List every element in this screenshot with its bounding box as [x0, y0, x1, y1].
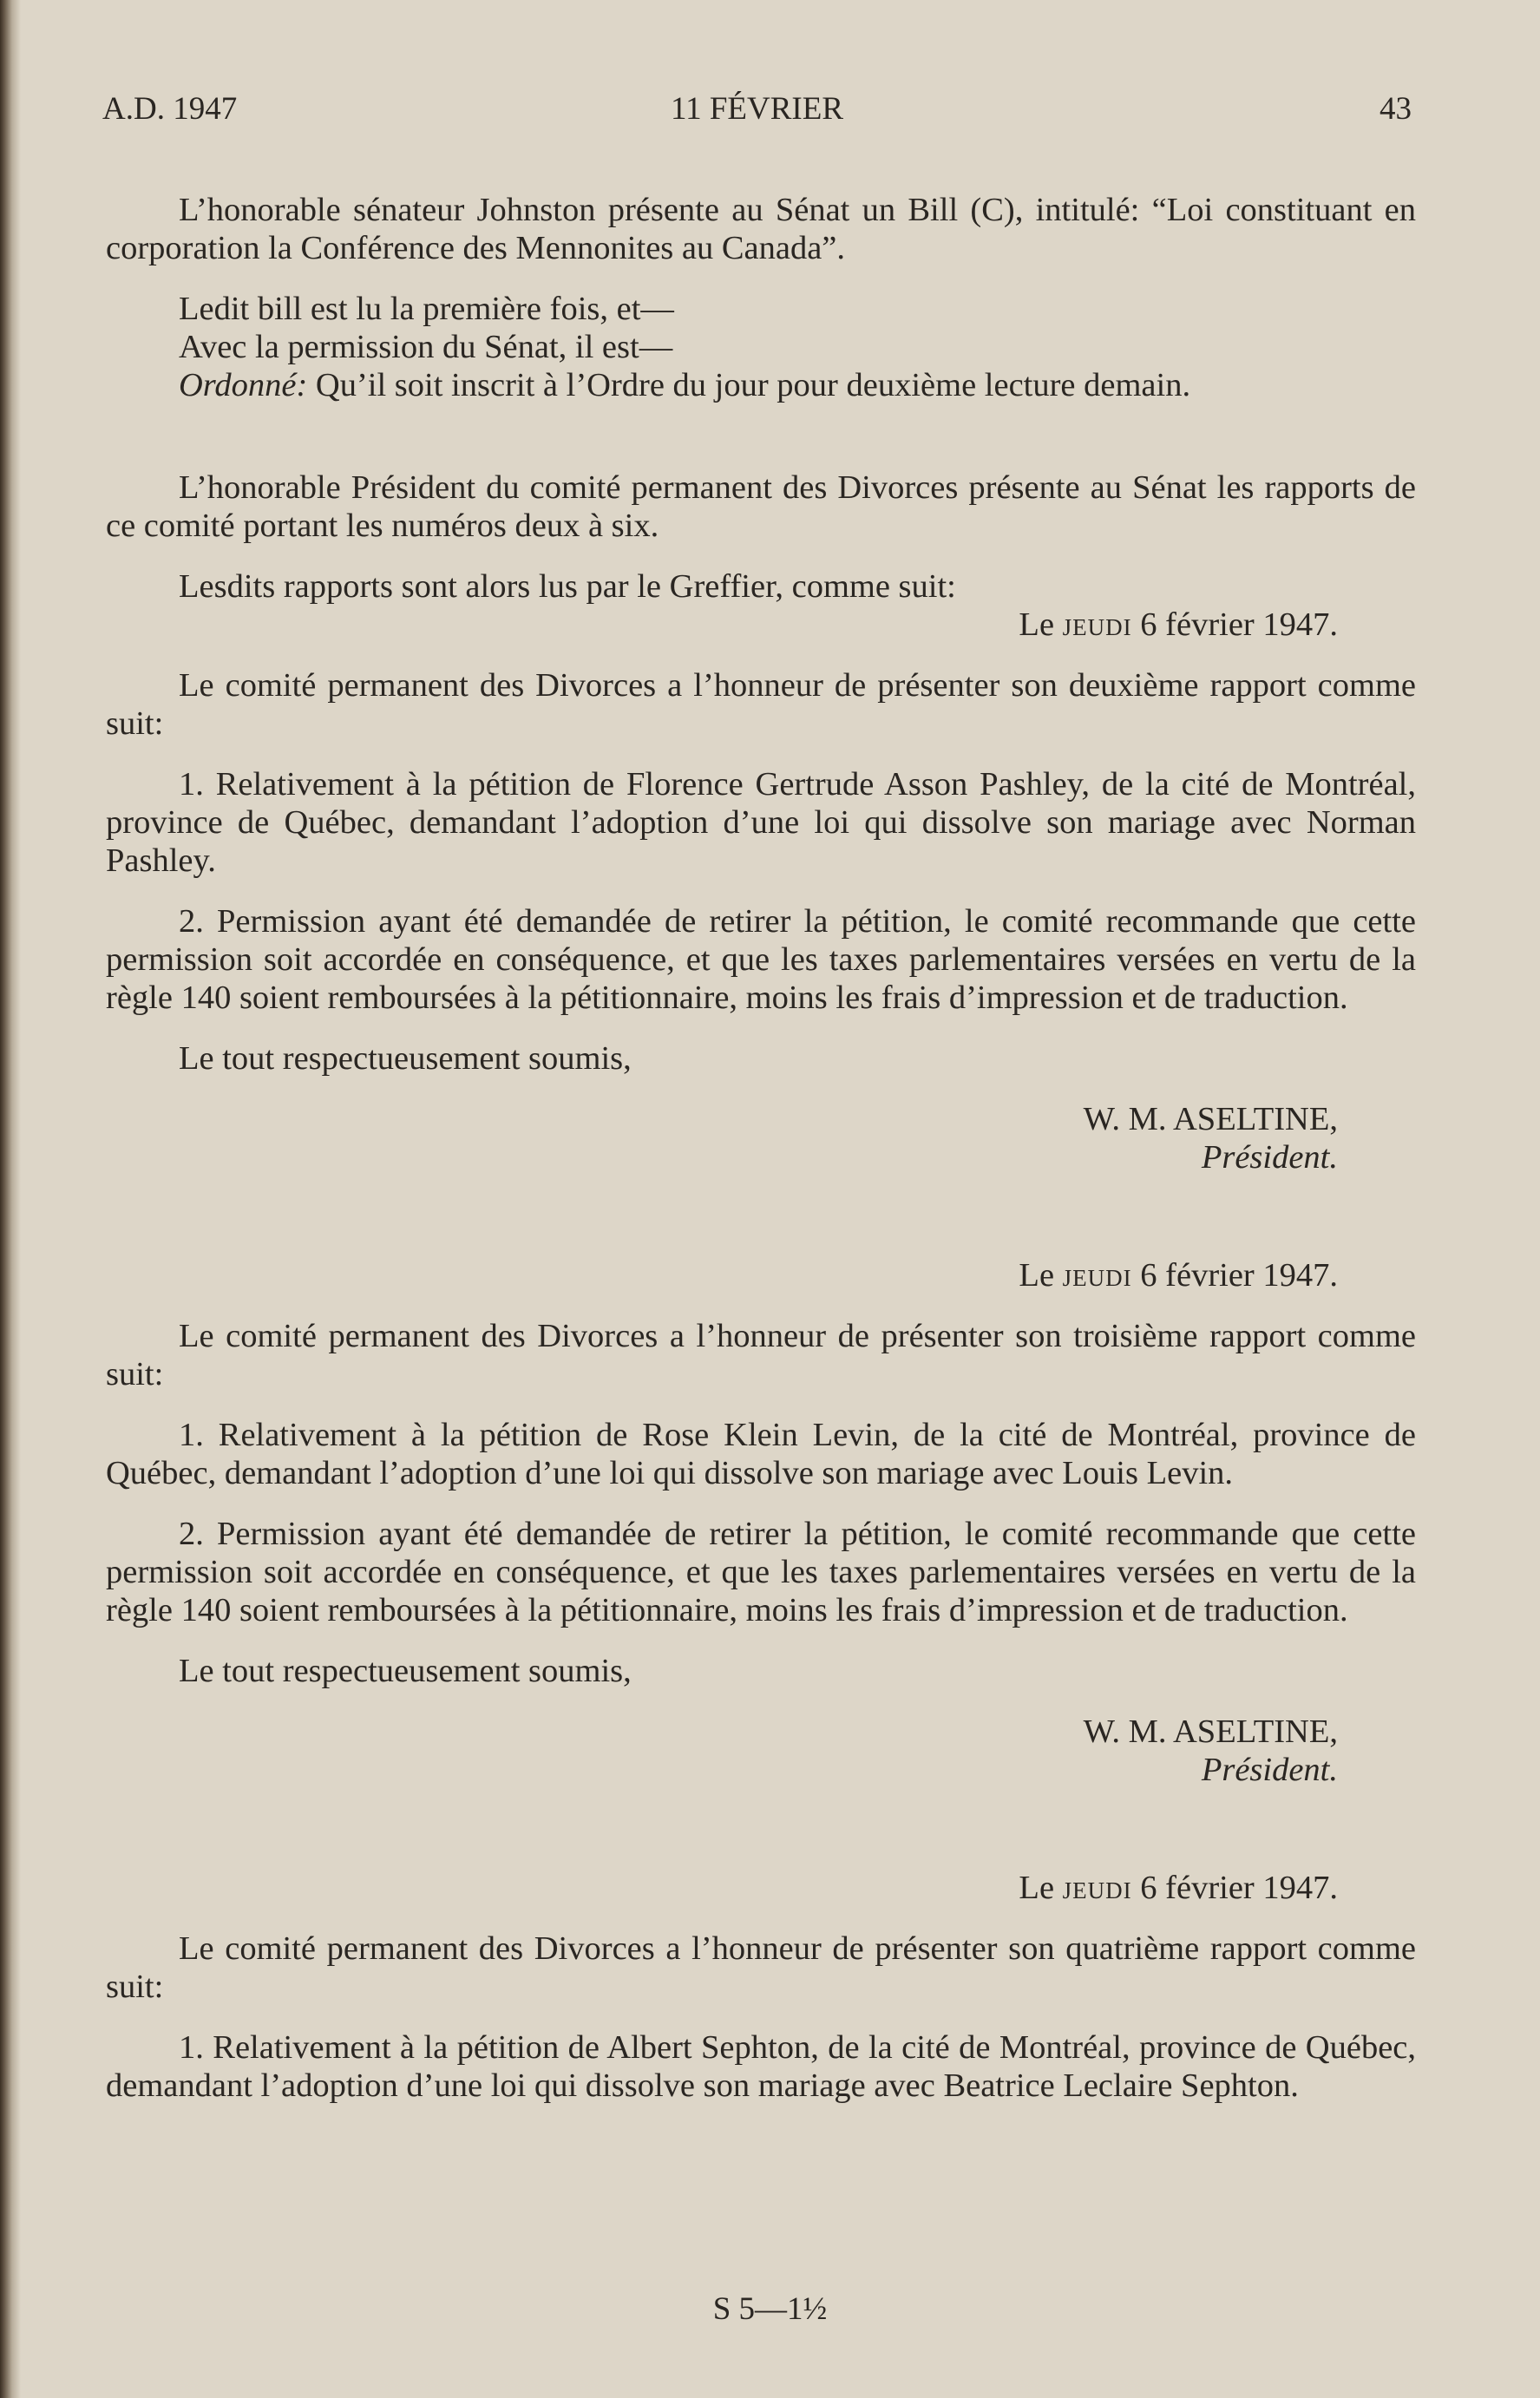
page-number: 43 [1379, 91, 1412, 127]
report-item-1: 1. Relativement à la pétition de Florence Gertrude Asson Pashley, de la cité de Montréal, province de Québec, demandant l’adoption d’une loi qui dissolve son mariage avec Norman Pashley. [106, 766, 1416, 879]
date-prefix: Le [1019, 606, 1063, 643]
report-item-2: 2. Permission ayant été demandée de retirer la pétition, le comité recommande que cette permission soit accordée en conséquence, et que les taxes parlementaires versées en vertu de la règle 140 soient remboursées à la pétitionnaire, moins les frais d’impression et de traduction. [106, 1516, 1416, 1628]
report-section [106, 1869, 1416, 2105]
date-day: jeudi [1062, 606, 1132, 643]
printer-signature-mark: S 5—1½ [712, 2291, 828, 2327]
date-prefix: Le [1019, 1257, 1063, 1294]
date-day: jeudi [1062, 1257, 1132, 1294]
report-item-2: 2. Permission ayant été demandée de retirer la pétition, le comité recommande que cette permission soit accordée en conséquence, et que les taxes parlementaires versées en vertu de la règle 140 soient remboursées à la pétitionnaire, moins les frais d’impression et de traduction. [106, 903, 1416, 1016]
report-intro: Le comité permanent des Divorces a l’honneur de présenter son troisième rapport comme suit: [106, 1318, 1416, 1392]
date-rest: 6 février 1947. [1131, 1257, 1338, 1294]
report-date [106, 1869, 1416, 1907]
bill-presentation-paragraph: L’honorable sénateur Johnston présente au Sénat un Bill (C), intitulé: “Loi constituant en corporation la Conférence des Mennonites au Canada”. [106, 192, 1416, 266]
report-date [106, 606, 1416, 644]
report-signatory-title: Président. [1201, 1752, 1338, 1788]
order-line [106, 366, 1416, 404]
report-closing: Le tout respectueusement soumis, [179, 1040, 632, 1077]
report-intro: Le comité permanent des Divorces a l’honneur de présenter son deuxième rapport comme suit: [106, 667, 1416, 742]
report-closing: Le tout respectueusement soumis, [179, 1653, 632, 1689]
divorce-committee-paragraph: L’honorable Président du comité permanent des Divorces présente au Sénat les rapports de ce comité portant les numéros deux à six. [106, 469, 1416, 544]
permission-line: Avec la permission du Sénat, il est— [179, 329, 673, 365]
date-prefix: Le [1019, 1870, 1063, 1906]
report-intro: Le comité permanent des Divorces a l’honneur de présenter son quatrième rapport comme suit: [106, 1930, 1416, 2005]
header-year: A.D. 1947 [102, 91, 238, 127]
report-item-1: 1. Relativement à la pétition de Albert Sephton, de la cité de Montréal, province de Québec, demandant l’adoption d’une loi qui dissolve son mariage avec Beatrice Leclaire Sephton. [106, 2029, 1416, 2104]
date-rest: 6 février 1947. [1131, 1870, 1338, 1906]
running-header [102, 90, 1412, 134]
header-date: 11 FÉVRIER [670, 91, 844, 127]
report-date [106, 1256, 1416, 1294]
report-signatory-title: Président. [1201, 1139, 1338, 1176]
report-signatory: W. M. ASELTINE, [1083, 1101, 1338, 1137]
report-signatory: W. M. ASELTINE, [1083, 1713, 1338, 1750]
date-day: jeudi [1062, 1870, 1132, 1906]
page-body [106, 191, 1416, 2105]
reports-read-line: Lesdits rapports sont alors lus par le Greffier, comme suit: [179, 568, 956, 605]
date-rest: 6 février 1947. [1131, 606, 1338, 643]
report-section [106, 1256, 1416, 1789]
order-text: Qu’il soit inscrit à l’Ordre du jour pour deuxième lecture demain. [307, 367, 1191, 403]
first-reading-line: Ledit bill est lu la première fois, et— [179, 291, 674, 327]
order-label: Ordonné: [179, 367, 308, 403]
report-item-1: 1. Relativement à la pétition de Rose Klein Levin, de la cité de Montréal, province de Québec, demandant l’adoption d’une loi qui dissolve son mariage avec Louis Levin. [106, 1417, 1416, 1491]
report-section [106, 606, 1416, 1176]
